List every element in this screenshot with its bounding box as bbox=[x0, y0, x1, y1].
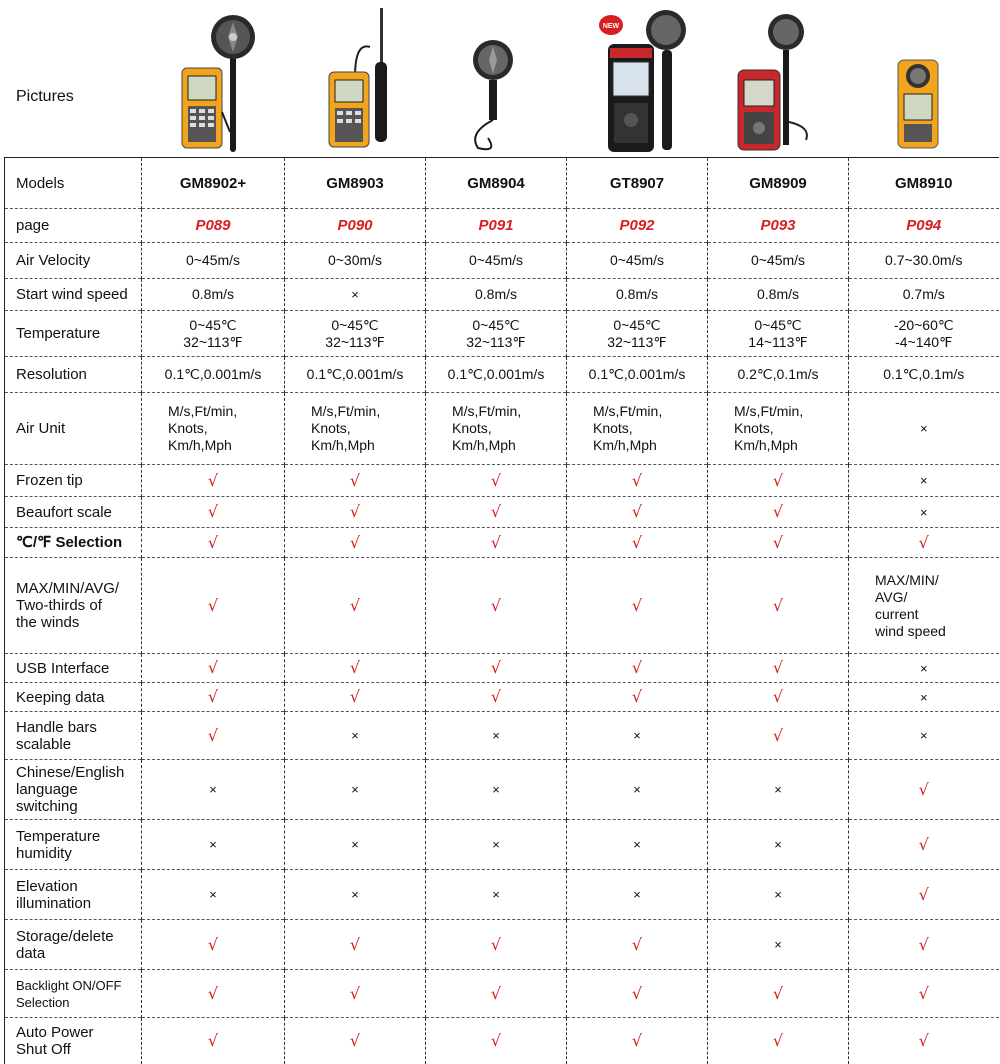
model-name: GM8909 bbox=[708, 158, 849, 209]
check-glyph: √ bbox=[631, 595, 643, 615]
spec-value: 0~45m/s bbox=[708, 243, 849, 279]
check-glyph: √ bbox=[490, 1030, 502, 1050]
cell-line: -4~140℉ bbox=[895, 333, 953, 350]
check-mark-icon bbox=[708, 558, 849, 654]
check-glyph: √ bbox=[918, 834, 929, 854]
check-mark-icon bbox=[849, 1018, 999, 1064]
vane-anemometer-icon bbox=[736, 12, 826, 152]
cell-line: current bbox=[875, 605, 919, 622]
check-glyph: √ bbox=[772, 983, 784, 1003]
table-row bbox=[5, 760, 999, 820]
vane-anemometer-icon bbox=[178, 12, 258, 152]
cross-mark-icon bbox=[426, 760, 567, 820]
cell-line: Knots, bbox=[311, 420, 351, 436]
model-name: GM8904 bbox=[426, 158, 567, 209]
cross-mark-icon bbox=[285, 760, 426, 820]
check-glyph: √ bbox=[349, 934, 361, 954]
cross-glyph: × bbox=[919, 473, 928, 488]
row-label-resolution: Resolution bbox=[5, 357, 142, 393]
spec-value bbox=[285, 311, 426, 357]
cell-line: Shut Off bbox=[16, 1040, 71, 1058]
check-glyph: √ bbox=[918, 983, 929, 1003]
check-glyph: √ bbox=[631, 983, 643, 1003]
cross-glyph: × bbox=[351, 887, 359, 902]
cell-line: 32~113℉ bbox=[183, 333, 243, 350]
cross-mark-icon bbox=[285, 820, 426, 870]
check-glyph: √ bbox=[918, 884, 929, 904]
row-label-beaufort-scale: Beaufort scale bbox=[5, 497, 142, 528]
check-mark-icon bbox=[285, 558, 426, 654]
spec-value: 0~30m/s bbox=[285, 243, 426, 279]
check-glyph: √ bbox=[631, 532, 643, 552]
cell-line: wind speed bbox=[875, 622, 946, 639]
cell-line: Knots, bbox=[168, 420, 208, 436]
check-glyph: √ bbox=[349, 658, 361, 677]
cell-line: Knots, bbox=[452, 420, 492, 436]
hot-wire-anemometer-icon bbox=[325, 2, 405, 152]
check-glyph: √ bbox=[772, 1030, 784, 1050]
row-label-air-unit: Air Unit bbox=[5, 393, 142, 465]
cell-line: M/s,Ft/min, bbox=[593, 403, 663, 419]
check-glyph: √ bbox=[631, 658, 643, 677]
check-glyph: √ bbox=[490, 658, 502, 677]
row-label-chinese-english-language-switching bbox=[5, 760, 142, 820]
cross-mark-icon bbox=[849, 465, 999, 497]
check-glyph: √ bbox=[490, 983, 502, 1003]
check-mark-icon bbox=[849, 970, 999, 1018]
cell-line: M/s,Ft/min, bbox=[311, 403, 381, 419]
row-label-usb-interface: USB Interface bbox=[5, 654, 142, 683]
check-mark-icon bbox=[285, 920, 426, 970]
spec-value: 0.1℃,0.001m/s bbox=[567, 357, 708, 393]
check-mark-icon bbox=[142, 497, 285, 528]
cross-mark-icon bbox=[708, 760, 849, 820]
check-glyph: √ bbox=[772, 502, 784, 521]
spec-value: 0.1℃,0.001m/s bbox=[285, 357, 426, 393]
check-glyph: √ bbox=[772, 725, 784, 745]
mini-anemometer-icon bbox=[896, 58, 940, 150]
check-mark-icon bbox=[285, 1018, 426, 1064]
spec-value: 0.7m/s bbox=[849, 279, 999, 311]
handheld-anemometer-icon bbox=[604, 8, 694, 156]
check-mark-icon bbox=[567, 497, 708, 528]
cross-mark-icon bbox=[426, 870, 567, 920]
check-mark-icon bbox=[426, 683, 567, 712]
table-row bbox=[5, 158, 999, 209]
row-label-page: page bbox=[5, 209, 142, 243]
table-row bbox=[5, 712, 999, 760]
check-glyph: √ bbox=[631, 470, 643, 490]
cell-line: Temperature bbox=[16, 827, 101, 845]
cross-mark-icon bbox=[567, 712, 708, 760]
check-mark-icon bbox=[567, 654, 708, 683]
check-glyph: √ bbox=[349, 1030, 361, 1050]
model-name: GM8910 bbox=[849, 158, 999, 209]
cell-line: Km/h,Mph bbox=[452, 437, 516, 453]
cross-glyph: × bbox=[209, 887, 217, 902]
cross-glyph: × bbox=[209, 837, 217, 852]
row-label-auto-power-shut-off bbox=[5, 1018, 142, 1064]
cross-mark-icon bbox=[849, 712, 999, 760]
check-glyph: √ bbox=[772, 470, 784, 490]
row-label-max-min-avg-two-thirds-of-the-winds bbox=[5, 558, 142, 654]
cell-line: Storage/delete bbox=[16, 927, 114, 945]
table-row bbox=[5, 558, 999, 654]
cell-line: 0~45℃ bbox=[613, 316, 661, 333]
cell-line: AVG/ bbox=[875, 588, 908, 605]
cross-glyph: × bbox=[492, 837, 500, 852]
check-mark-icon bbox=[567, 1018, 708, 1064]
check-mark-icon bbox=[426, 970, 567, 1018]
table-row bbox=[5, 357, 999, 393]
cross-glyph: × bbox=[492, 728, 500, 743]
cross-mark-icon bbox=[426, 820, 567, 870]
check-glyph: √ bbox=[631, 502, 643, 521]
check-mark-icon bbox=[708, 970, 849, 1018]
cross-glyph: × bbox=[633, 728, 641, 743]
check-mark-icon bbox=[285, 528, 426, 558]
cell-line: 0~45℃ bbox=[189, 316, 237, 333]
table-row bbox=[5, 209, 999, 243]
cross-mark-icon bbox=[567, 820, 708, 870]
cell-line: Handle bars bbox=[16, 718, 97, 736]
cell-line: illumination bbox=[16, 894, 92, 912]
cross-mark-icon bbox=[285, 870, 426, 920]
cell-line: 32~113℉ bbox=[325, 333, 385, 350]
cell-line: Km/h,Mph bbox=[168, 437, 232, 453]
cell-line: switching bbox=[16, 798, 78, 815]
cross-mark-icon bbox=[142, 870, 285, 920]
cell-line: MAX/MIN/AVG/ bbox=[16, 580, 120, 597]
spec-value bbox=[708, 393, 849, 465]
cross-glyph: × bbox=[492, 782, 500, 797]
spec-value bbox=[567, 311, 708, 357]
spec-value: 0.1℃,0.001m/s bbox=[426, 357, 567, 393]
check-mark-icon bbox=[708, 497, 849, 528]
cross-glyph: × bbox=[919, 689, 928, 705]
cross-glyph: × bbox=[774, 887, 782, 902]
cell-line: Two-thirds of bbox=[16, 597, 102, 614]
model-name: GM8903 bbox=[285, 158, 426, 209]
cross-glyph: × bbox=[919, 660, 928, 676]
check-glyph: √ bbox=[207, 595, 219, 615]
check-glyph: √ bbox=[207, 532, 219, 552]
cross-glyph: × bbox=[633, 837, 641, 852]
row-label-handle-bars-scalable bbox=[5, 712, 142, 760]
check-glyph: √ bbox=[918, 532, 929, 552]
check-mark-icon bbox=[708, 683, 849, 712]
cross-mark-icon bbox=[142, 760, 285, 820]
handheld-anemometer-icon bbox=[458, 38, 528, 153]
check-mark-icon bbox=[426, 465, 567, 497]
cross-glyph: × bbox=[919, 728, 928, 743]
spec-value: 0.1℃,0.001m/s bbox=[142, 357, 285, 393]
table-row bbox=[5, 393, 999, 465]
table-row bbox=[5, 654, 999, 683]
cell-line: M/s,Ft/min, bbox=[452, 403, 522, 419]
cell-line: humidity bbox=[16, 844, 72, 862]
check-glyph: √ bbox=[490, 934, 502, 954]
check-glyph: √ bbox=[631, 1030, 643, 1050]
check-glyph: √ bbox=[207, 1030, 219, 1050]
cross-glyph: × bbox=[774, 837, 782, 852]
cross-mark-icon bbox=[567, 870, 708, 920]
check-mark-icon bbox=[426, 654, 567, 683]
check-glyph: √ bbox=[207, 934, 219, 954]
cross-mark-icon bbox=[849, 497, 999, 528]
table-row bbox=[5, 820, 999, 870]
check-mark-icon bbox=[426, 528, 567, 558]
spec-value bbox=[426, 311, 567, 357]
cross-mark-icon bbox=[285, 712, 426, 760]
table-row bbox=[5, 920, 999, 970]
table-row bbox=[5, 279, 999, 311]
cell-line: 14~113℉ bbox=[748, 333, 808, 350]
check-glyph: √ bbox=[490, 502, 502, 521]
cross-mark-icon bbox=[285, 279, 426, 311]
cross-glyph: × bbox=[209, 782, 217, 797]
check-mark-icon bbox=[708, 654, 849, 683]
check-glyph: √ bbox=[349, 687, 361, 706]
cross-mark-icon bbox=[849, 393, 999, 465]
check-mark-icon bbox=[142, 1018, 285, 1064]
spec-value: 0~45m/s bbox=[426, 243, 567, 279]
check-mark-icon bbox=[285, 654, 426, 683]
row-label-elevation-illumination bbox=[5, 870, 142, 920]
cell-line: Knots, bbox=[734, 420, 774, 436]
check-glyph: √ bbox=[349, 470, 361, 490]
check-mark-icon bbox=[708, 1018, 849, 1064]
model-name: GM8902+ bbox=[142, 158, 285, 209]
check-mark-icon bbox=[142, 528, 285, 558]
row-label-keeping-data: Keeping data bbox=[5, 683, 142, 712]
check-mark-icon bbox=[708, 712, 849, 760]
cell-line: Chinese/English bbox=[16, 764, 125, 781]
page-reference: P090 bbox=[285, 209, 426, 243]
check-glyph: √ bbox=[918, 1030, 929, 1050]
cross-glyph: × bbox=[919, 421, 928, 436]
check-glyph: √ bbox=[490, 687, 502, 706]
check-mark-icon bbox=[426, 558, 567, 654]
check-mark-icon bbox=[426, 497, 567, 528]
table-row bbox=[5, 970, 999, 1018]
check-mark-icon bbox=[849, 870, 999, 920]
cross-mark-icon bbox=[142, 820, 285, 870]
check-glyph: √ bbox=[918, 934, 929, 954]
cell-line: 32~113℉ bbox=[607, 333, 667, 350]
cross-glyph: × bbox=[633, 887, 641, 902]
page-reference: P091 bbox=[426, 209, 567, 243]
cell-line: data bbox=[16, 944, 46, 962]
check-mark-icon bbox=[142, 683, 285, 712]
cross-glyph: × bbox=[919, 504, 928, 520]
table-row bbox=[5, 497, 999, 528]
cell-line: 0~45℃ bbox=[472, 316, 520, 333]
check-mark-icon bbox=[708, 465, 849, 497]
spec-value: 0.8m/s bbox=[708, 279, 849, 311]
check-mark-icon bbox=[849, 820, 999, 870]
spec-value: 0~45m/s bbox=[142, 243, 285, 279]
spec-value bbox=[849, 558, 999, 654]
cross-glyph: × bbox=[492, 887, 500, 902]
check-mark-icon bbox=[567, 528, 708, 558]
check-mark-icon bbox=[285, 970, 426, 1018]
cross-mark-icon bbox=[708, 870, 849, 920]
cell-line: Km/h,Mph bbox=[734, 437, 798, 453]
check-glyph: √ bbox=[207, 470, 219, 490]
cross-mark-icon bbox=[426, 712, 567, 760]
cell-line: 32~113℉ bbox=[466, 333, 526, 350]
spec-value: 0.2℃,0.1m/s bbox=[708, 357, 849, 393]
row-label-frozen-tip: Frozen tip bbox=[5, 465, 142, 497]
cross-glyph: × bbox=[351, 837, 359, 852]
row-label-temperature-humidity bbox=[5, 820, 142, 870]
cell-line: Auto Power bbox=[16, 1023, 94, 1041]
check-mark-icon bbox=[849, 920, 999, 970]
spec-value bbox=[567, 393, 708, 465]
table-row bbox=[5, 528, 999, 558]
spec-value bbox=[285, 393, 426, 465]
check-mark-icon bbox=[285, 497, 426, 528]
page-reference: P089 bbox=[142, 209, 285, 243]
page-reference: P093 bbox=[708, 209, 849, 243]
spec-value: 0.8m/s bbox=[426, 279, 567, 311]
check-glyph: √ bbox=[631, 687, 643, 706]
check-glyph: √ bbox=[772, 658, 784, 677]
page-reference: P094 bbox=[849, 209, 999, 243]
cell-line: 0~45℃ bbox=[331, 316, 379, 333]
spec-value: 0.8m/s bbox=[567, 279, 708, 311]
check-mark-icon bbox=[567, 970, 708, 1018]
cell-line: the winds bbox=[16, 614, 80, 631]
cell-line: MAX/MIN/ bbox=[875, 571, 939, 588]
cross-glyph: × bbox=[633, 782, 641, 797]
check-glyph: √ bbox=[349, 595, 361, 615]
cross-glyph: × bbox=[351, 782, 359, 797]
check-glyph: √ bbox=[490, 470, 502, 490]
check-mark-icon bbox=[142, 654, 285, 683]
check-glyph: √ bbox=[490, 532, 502, 552]
check-mark-icon bbox=[849, 760, 999, 820]
check-mark-icon bbox=[142, 465, 285, 497]
spec-value: 0~45m/s bbox=[567, 243, 708, 279]
check-mark-icon bbox=[142, 558, 285, 654]
cell-line: Km/h,Mph bbox=[593, 437, 657, 453]
check-mark-icon bbox=[426, 1018, 567, 1064]
check-glyph: √ bbox=[349, 532, 361, 552]
check-glyph: √ bbox=[207, 502, 219, 521]
cross-glyph: × bbox=[774, 782, 782, 797]
check-glyph: √ bbox=[207, 725, 219, 745]
check-mark-icon bbox=[849, 528, 999, 558]
spec-value bbox=[426, 393, 567, 465]
check-glyph: √ bbox=[772, 532, 784, 552]
check-mark-icon bbox=[426, 920, 567, 970]
check-mark-icon bbox=[567, 465, 708, 497]
cell-line: scalable bbox=[16, 735, 72, 753]
table-row bbox=[5, 465, 999, 497]
check-glyph: √ bbox=[918, 779, 929, 799]
spec-value bbox=[142, 393, 285, 465]
cell-line: Selection bbox=[16, 994, 70, 1010]
row-label-backlight-on-off-selection bbox=[5, 970, 142, 1018]
cross-glyph: × bbox=[351, 728, 359, 743]
cross-mark-icon bbox=[708, 820, 849, 870]
cell-line: Elevation bbox=[16, 877, 78, 895]
table-row bbox=[5, 870, 999, 920]
row-label-temperature: Temperature bbox=[5, 311, 142, 357]
check-mark-icon bbox=[567, 683, 708, 712]
check-mark-icon bbox=[708, 528, 849, 558]
pictures-label: Pictures bbox=[16, 88, 74, 105]
cross-glyph: × bbox=[774, 937, 782, 952]
cell-line: -20~60℃ bbox=[893, 316, 954, 333]
check-glyph: √ bbox=[349, 502, 361, 521]
table-row bbox=[5, 683, 999, 712]
table-row bbox=[5, 1018, 999, 1064]
spec-value: 0.1℃,0.1m/s bbox=[849, 357, 999, 393]
row-label-air-velocity: Air Velocity bbox=[5, 243, 142, 279]
cross-glyph: × bbox=[351, 287, 359, 302]
check-glyph: √ bbox=[631, 934, 643, 954]
cell-line: M/s,Ft/min, bbox=[168, 403, 238, 419]
spec-value bbox=[708, 311, 849, 357]
check-mark-icon bbox=[142, 712, 285, 760]
cell-line: 0~45℃ bbox=[754, 316, 802, 333]
spec-table bbox=[4, 157, 999, 1064]
check-glyph: √ bbox=[772, 687, 784, 706]
row-label-models: Models bbox=[5, 158, 142, 209]
check-glyph: √ bbox=[490, 595, 502, 615]
check-mark-icon bbox=[285, 465, 426, 497]
check-glyph: √ bbox=[349, 983, 361, 1003]
row-label-start-wind-speed: Start wind speed bbox=[5, 279, 142, 311]
cross-mark-icon bbox=[849, 683, 999, 712]
check-mark-icon bbox=[142, 970, 285, 1018]
row-label-selection: ℃/℉ Selection bbox=[5, 528, 142, 558]
check-mark-icon bbox=[285, 683, 426, 712]
cell-line: Knots, bbox=[593, 420, 633, 436]
cell-line: language bbox=[16, 781, 78, 798]
check-mark-icon bbox=[142, 920, 285, 970]
cross-mark-icon bbox=[849, 654, 999, 683]
cross-mark-icon bbox=[567, 760, 708, 820]
spec-value: 0.8m/s bbox=[142, 279, 285, 311]
model-name: GT8907 bbox=[567, 158, 708, 209]
spec-value bbox=[849, 311, 999, 357]
svg-text:NEW: NEW bbox=[602, 23, 620, 30]
spec-value bbox=[142, 311, 285, 357]
check-mark-icon bbox=[567, 920, 708, 970]
table-row bbox=[5, 243, 999, 279]
cross-mark-icon bbox=[708, 920, 849, 970]
check-glyph: √ bbox=[207, 687, 219, 706]
check-glyph: √ bbox=[207, 658, 219, 677]
row-label-storage-delete-data bbox=[5, 920, 142, 970]
cell-line: Backlight ON/OFF bbox=[16, 977, 122, 993]
page-reference: P092 bbox=[567, 209, 708, 243]
check-glyph: √ bbox=[207, 983, 219, 1003]
pictures-row bbox=[0, 0, 1000, 157]
cell-line: Km/h,Mph bbox=[311, 437, 375, 453]
spec-value: 0.7~30.0m/s bbox=[849, 243, 999, 279]
check-glyph: √ bbox=[772, 595, 784, 615]
table-row bbox=[5, 311, 999, 357]
cell-line: M/s,Ft/min, bbox=[734, 403, 804, 419]
check-mark-icon bbox=[567, 558, 708, 654]
